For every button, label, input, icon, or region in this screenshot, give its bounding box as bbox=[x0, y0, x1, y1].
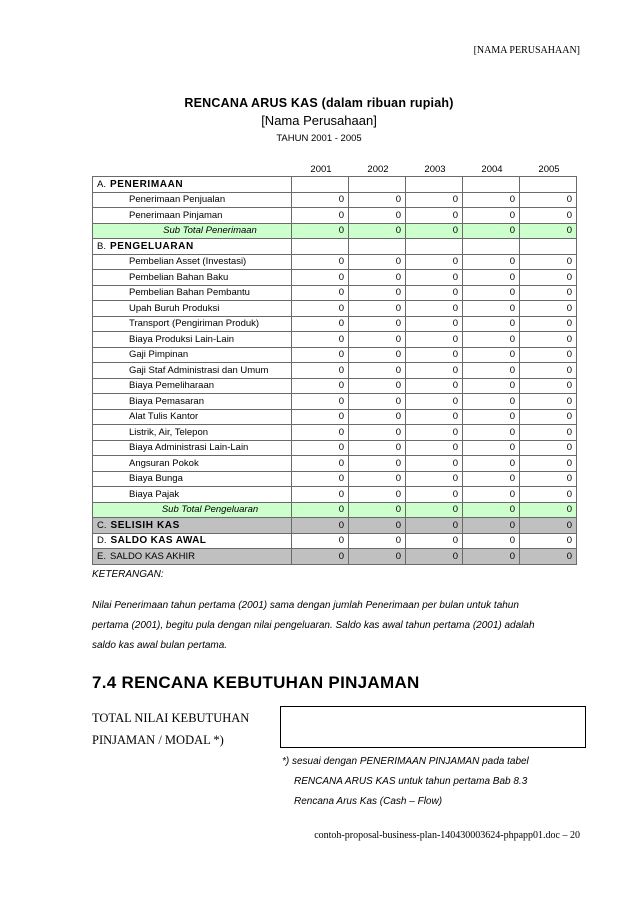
value-cell: 0 bbox=[463, 285, 520, 301]
value-cell: 0 bbox=[463, 192, 520, 208]
row-label: Upah Buruh Produksi bbox=[93, 301, 292, 317]
table-row bbox=[93, 456, 577, 472]
row-label: Pembelian Asset (Investasi) bbox=[93, 254, 292, 270]
section-label-cell bbox=[93, 549, 292, 565]
value-cell: 0 bbox=[406, 270, 463, 286]
table-row bbox=[93, 332, 577, 348]
value-cell: 0 bbox=[349, 192, 406, 208]
value-cell: 0 bbox=[349, 471, 406, 487]
empty-cell bbox=[520, 177, 577, 193]
row-label: Pembelian Bahan Baku bbox=[93, 270, 292, 286]
value-cell: 0 bbox=[463, 301, 520, 317]
row-label: Biaya Pemeliharaan bbox=[93, 378, 292, 394]
value-cell: 0 bbox=[520, 471, 577, 487]
value-cell: 0 bbox=[520, 270, 577, 286]
value-cell: 0 bbox=[349, 409, 406, 425]
section-row-pengeluaran bbox=[93, 239, 577, 255]
period-label: TAHUN 2001 - 2005 bbox=[276, 133, 362, 144]
value-cell: 0 bbox=[406, 301, 463, 317]
total-label-line-2: PINJAMAN / MODAL *) bbox=[92, 733, 224, 747]
value-cell: 0 bbox=[463, 270, 520, 286]
empty-cell bbox=[520, 239, 577, 255]
page-title: RENCANA ARUS KAS (dalam ribuan rupiah) bbox=[184, 96, 454, 110]
value-cell: 0 bbox=[406, 502, 463, 518]
value-cell: 0 bbox=[520, 425, 577, 441]
value-cell: 0 bbox=[292, 533, 349, 549]
section-title: SELISIH KAS bbox=[110, 519, 180, 531]
value-cell: 0 bbox=[292, 347, 349, 363]
value-cell: 0 bbox=[463, 502, 520, 518]
value-cell: 0 bbox=[520, 502, 577, 518]
note-line-3: Rencana Arus Kas (Cash – Flow) bbox=[294, 796, 443, 807]
section-key: A. bbox=[97, 178, 106, 190]
value-cell: 0 bbox=[406, 549, 463, 565]
value-cell: 0 bbox=[463, 378, 520, 394]
subtotal-penerimaan-row bbox=[93, 223, 577, 239]
value-cell: 0 bbox=[292, 518, 349, 534]
value-cell: 0 bbox=[520, 533, 577, 549]
section-title: SALDO KAS AWAL bbox=[110, 535, 207, 547]
value-cell: 0 bbox=[292, 549, 349, 565]
value-cell: 0 bbox=[406, 347, 463, 363]
value-cell: 0 bbox=[349, 487, 406, 503]
value-cell: 0 bbox=[349, 254, 406, 270]
value-cell: 0 bbox=[406, 471, 463, 487]
row-label: Gaji Pimpinan bbox=[93, 347, 292, 363]
value-cell: 0 bbox=[292, 471, 349, 487]
value-cell: 0 bbox=[349, 316, 406, 332]
value-cell: 0 bbox=[406, 518, 463, 534]
value-cell: 0 bbox=[349, 285, 406, 301]
value-cell: 0 bbox=[292, 192, 349, 208]
value-cell: 0 bbox=[463, 487, 520, 503]
value-cell: 0 bbox=[349, 518, 406, 534]
value-cell: 0 bbox=[292, 440, 349, 456]
value-cell: 0 bbox=[406, 363, 463, 379]
value-cell: 0 bbox=[463, 471, 520, 487]
row-label: Biaya Pajak bbox=[93, 487, 292, 503]
year-2002: 2002 bbox=[367, 164, 389, 175]
value-cell: 0 bbox=[520, 549, 577, 565]
value-cell: 0 bbox=[292, 487, 349, 503]
section-title: SALDO KAS AKHIR bbox=[109, 550, 195, 562]
value-cell: 0 bbox=[292, 285, 349, 301]
value-cell: 0 bbox=[292, 301, 349, 317]
value-cell: 0 bbox=[520, 394, 577, 410]
table-row bbox=[93, 409, 577, 425]
value-cell: 0 bbox=[463, 456, 520, 472]
value-cell: 0 bbox=[463, 518, 520, 534]
table-row bbox=[93, 378, 577, 394]
value-cell: 0 bbox=[463, 254, 520, 270]
section-label-cell bbox=[93, 177, 292, 193]
value-cell: 0 bbox=[520, 208, 577, 224]
value-cell: 0 bbox=[406, 394, 463, 410]
value-cell: 0 bbox=[520, 518, 577, 534]
section-heading: 7.4 RENCANA KEBUTUHAN PINJAMAN bbox=[92, 673, 420, 692]
table-row bbox=[93, 254, 577, 270]
value-cell: 0 bbox=[406, 487, 463, 503]
value-cell: 0 bbox=[349, 533, 406, 549]
year-2004: 2004 bbox=[481, 164, 503, 175]
empty-cell bbox=[349, 239, 406, 255]
value-cell: 0 bbox=[463, 363, 520, 379]
table-row bbox=[93, 363, 577, 379]
value-cell: 0 bbox=[349, 347, 406, 363]
section-title: PENERIMAAN bbox=[109, 178, 184, 190]
keterangan-line-2: pertama (2001), begitu pula dengan nilai pengeluaran. Saldo kas awal tahun pertama (2001) adalah bbox=[92, 620, 535, 631]
company-name: [Nama Perusahaan] bbox=[261, 113, 377, 128]
value-cell: 0 bbox=[463, 394, 520, 410]
table-row bbox=[93, 487, 577, 503]
row-label: Biaya Administrasi Lain-Lain bbox=[93, 440, 292, 456]
value-cell: 0 bbox=[292, 223, 349, 239]
value-cell: 0 bbox=[520, 363, 577, 379]
table-row bbox=[93, 394, 577, 410]
table-row bbox=[93, 301, 577, 317]
value-cell: 0 bbox=[292, 270, 349, 286]
value-cell: 0 bbox=[292, 208, 349, 224]
section-label-cell bbox=[93, 533, 292, 549]
row-label: Angsuran Pokok bbox=[93, 456, 292, 472]
value-cell: 0 bbox=[463, 332, 520, 348]
value-cell: 0 bbox=[520, 440, 577, 456]
section-row-penerimaan bbox=[93, 177, 577, 193]
value-cell: 0 bbox=[292, 316, 349, 332]
value-cell: 0 bbox=[349, 270, 406, 286]
table-row bbox=[93, 208, 577, 224]
section-key: E. bbox=[97, 550, 106, 562]
value-cell: 0 bbox=[349, 332, 406, 348]
value-cell: 0 bbox=[406, 192, 463, 208]
cash-flow-table bbox=[92, 176, 577, 565]
row-label: Transport (Pengiriman Produk) bbox=[93, 316, 292, 332]
value-cell: 0 bbox=[520, 332, 577, 348]
section-label-cell bbox=[93, 518, 292, 534]
row-label: Biaya Bunga bbox=[93, 471, 292, 487]
row-label: Gaji Staf Administrasi dan Umum bbox=[93, 363, 292, 379]
row-label: Biaya Produksi Lain-Lain bbox=[93, 332, 292, 348]
table-row bbox=[93, 347, 577, 363]
keterangan-line-3: saldo kas awal bulan pertama. bbox=[92, 640, 228, 651]
value-cell: 0 bbox=[292, 378, 349, 394]
saldo-kas-akhir-row bbox=[93, 549, 577, 565]
value-cell: 0 bbox=[349, 425, 406, 441]
value-cell: 0 bbox=[520, 456, 577, 472]
value-cell: 0 bbox=[349, 363, 406, 379]
row-label: Penerimaan Penjualan bbox=[93, 192, 292, 208]
subtotal-pengeluaran-row bbox=[93, 502, 577, 518]
section-label-cell bbox=[93, 239, 292, 255]
value-cell: 0 bbox=[292, 394, 349, 410]
value-cell: 0 bbox=[292, 409, 349, 425]
value-cell: 0 bbox=[406, 208, 463, 224]
value-cell: 0 bbox=[520, 285, 577, 301]
year-2005: 2005 bbox=[538, 164, 560, 175]
value-cell: 0 bbox=[520, 487, 577, 503]
value-cell: 0 bbox=[520, 409, 577, 425]
value-cell: 0 bbox=[406, 285, 463, 301]
keterangan-title: KETERANGAN: bbox=[92, 569, 164, 580]
table-row bbox=[93, 270, 577, 286]
subtotal-label: Sub Total Pengeluaran bbox=[93, 502, 292, 518]
value-cell: 0 bbox=[349, 223, 406, 239]
empty-cell bbox=[463, 239, 520, 255]
section-key: B. bbox=[97, 240, 106, 252]
value-cell: 0 bbox=[520, 223, 577, 239]
year-2001: 2001 bbox=[310, 164, 332, 175]
value-cell: 0 bbox=[406, 533, 463, 549]
value-cell: 0 bbox=[406, 332, 463, 348]
value-cell: 0 bbox=[349, 394, 406, 410]
value-cell: 0 bbox=[292, 363, 349, 379]
section-key: D. bbox=[97, 535, 107, 547]
value-cell: 0 bbox=[406, 223, 463, 239]
value-cell: 0 bbox=[520, 192, 577, 208]
year-header bbox=[0, 164, 638, 176]
total-label-line-1: TOTAL NILAI KEBUTUHAN bbox=[92, 711, 250, 725]
empty-cell bbox=[463, 177, 520, 193]
value-cell: 0 bbox=[520, 316, 577, 332]
empty-cell bbox=[406, 177, 463, 193]
value-cell: 0 bbox=[406, 456, 463, 472]
value-cell: 0 bbox=[520, 301, 577, 317]
cash-flow-table-body bbox=[93, 177, 577, 565]
subtotal-label: Sub Total Penerimaan bbox=[93, 223, 292, 239]
value-cell: 0 bbox=[349, 208, 406, 224]
value-cell: 0 bbox=[520, 378, 577, 394]
table-row bbox=[93, 471, 577, 487]
keterangan-line-1: Nilai Penerimaan tahun pertama (2001) sama dengan jumlah Penerimaan per bulan untuk tahun bbox=[92, 600, 519, 611]
value-cell: 0 bbox=[349, 440, 406, 456]
value-cell: 0 bbox=[349, 456, 406, 472]
value-cell: 0 bbox=[463, 533, 520, 549]
row-label: Penerimaan Pinjaman bbox=[93, 208, 292, 224]
value-cell: 0 bbox=[349, 549, 406, 565]
value-cell: 0 bbox=[520, 254, 577, 270]
row-label: Biaya Pemasaran bbox=[93, 394, 292, 410]
value-cell: 0 bbox=[349, 301, 406, 317]
table-row bbox=[93, 285, 577, 301]
section-key: C. bbox=[97, 519, 107, 531]
section-title: PENGELUARAN bbox=[109, 240, 194, 252]
row-label: Listrik, Air, Telepon bbox=[93, 425, 292, 441]
empty-cell bbox=[292, 177, 349, 193]
value-cell: 0 bbox=[292, 332, 349, 348]
table-row bbox=[93, 316, 577, 332]
empty-cell bbox=[406, 239, 463, 255]
value-cell: 0 bbox=[463, 409, 520, 425]
selisih-kas-row bbox=[93, 518, 577, 534]
value-cell: 0 bbox=[406, 425, 463, 441]
value-cell: 0 bbox=[463, 425, 520, 441]
empty-cell bbox=[349, 177, 406, 193]
value-cell: 0 bbox=[292, 425, 349, 441]
note-line-2: RENCANA ARUS KAS untuk tahun pertama Bab 8.3 bbox=[294, 776, 528, 787]
value-cell: 0 bbox=[292, 456, 349, 472]
value-cell: 0 bbox=[406, 378, 463, 394]
value-cell: 0 bbox=[406, 254, 463, 270]
header-company-name: [NAMA PERUSAHAAN] bbox=[473, 45, 580, 56]
value-cell: 0 bbox=[349, 378, 406, 394]
value-cell: 0 bbox=[463, 208, 520, 224]
table-row bbox=[93, 425, 577, 441]
value-cell: 0 bbox=[292, 254, 349, 270]
value-cell: 0 bbox=[349, 502, 406, 518]
value-cell: 0 bbox=[406, 440, 463, 456]
value-cell: 0 bbox=[463, 223, 520, 239]
empty-cell bbox=[292, 239, 349, 255]
value-cell: 0 bbox=[406, 409, 463, 425]
value-cell: 0 bbox=[520, 347, 577, 363]
row-label: Alat Tulis Kantor bbox=[93, 409, 292, 425]
table-row bbox=[93, 440, 577, 456]
value-cell: 0 bbox=[463, 440, 520, 456]
total-value-box[interactable] bbox=[280, 706, 586, 748]
footer-filename: contoh-proposal-business-plan-140430003624-phpapp01.doc – 20 bbox=[314, 830, 580, 841]
row-label: Pembelian Bahan Pembantu bbox=[93, 285, 292, 301]
table-row bbox=[93, 192, 577, 208]
value-cell: 0 bbox=[463, 347, 520, 363]
saldo-kas-awal-row bbox=[93, 533, 577, 549]
year-2003: 2003 bbox=[424, 164, 446, 175]
value-cell: 0 bbox=[406, 316, 463, 332]
value-cell: 0 bbox=[463, 549, 520, 565]
value-cell: 0 bbox=[292, 502, 349, 518]
value-cell: 0 bbox=[463, 316, 520, 332]
note-line-1: *) sesuai dengan PENERIMAAN PINJAMAN pada tabel bbox=[282, 756, 529, 767]
